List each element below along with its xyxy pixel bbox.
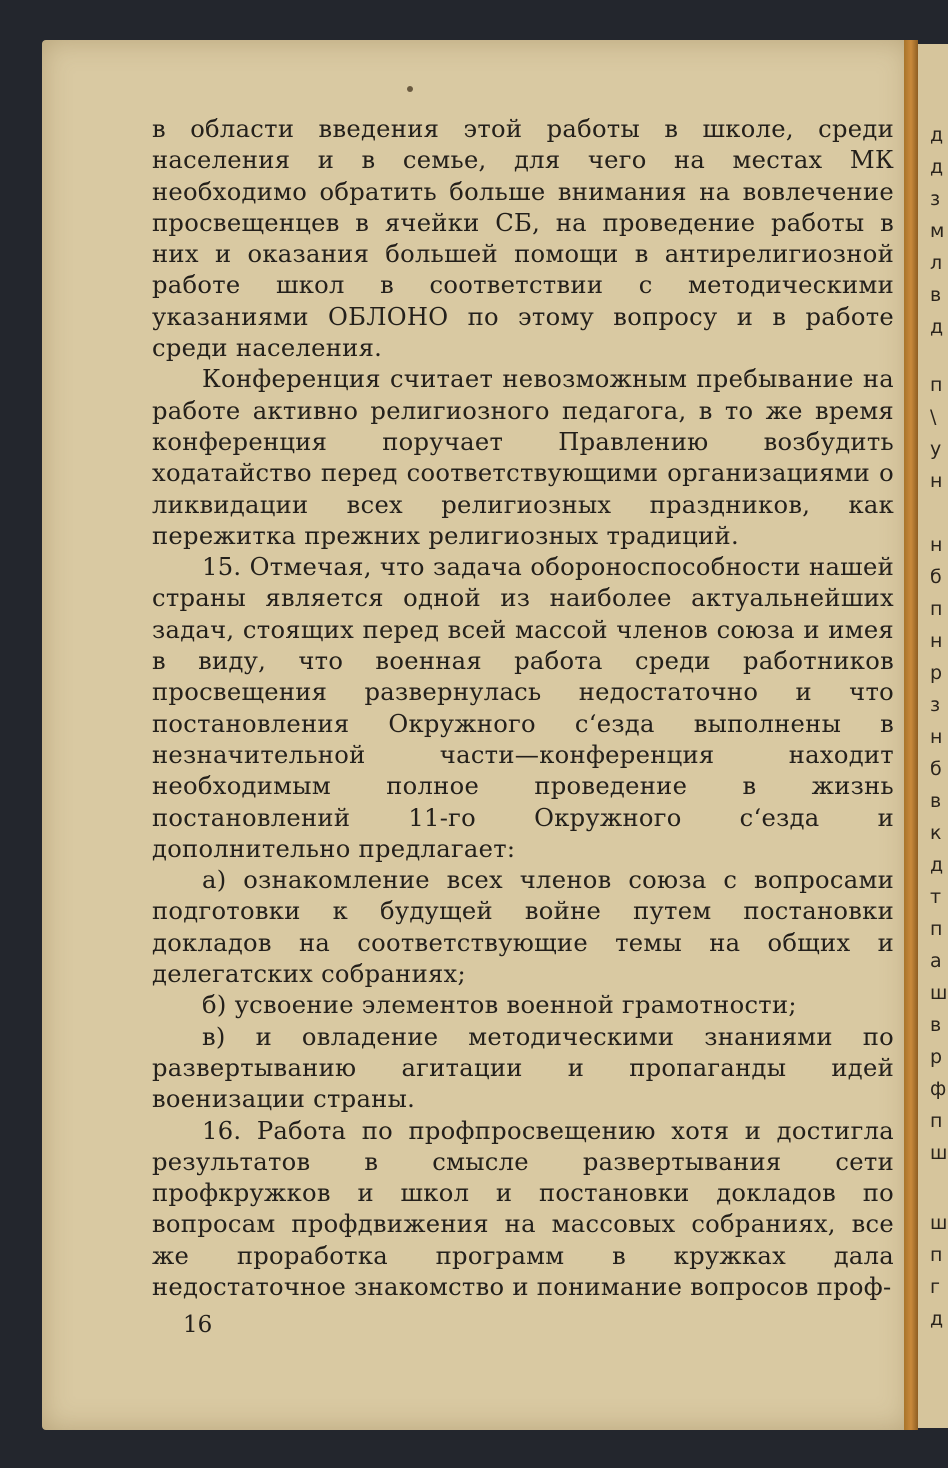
adjacent-page-letter: м xyxy=(930,220,945,242)
paragraph-defense-item-15: 15. Отмечая, что задача обороноспособности нашей страны является одной из наиболее актуальнейших задач, стоящих перед всей массой членов союза и имея в виду, что военная работа среди работников просвещения развернулась недостаточно и что постановления Окружного с‘езда выполнены в незначительной части—конференция находит необходимым полное проведение в жизнь постановлений 11-го Окружного с‘езда и дополнительно предлагает: xyxy=(152,553,894,863)
adjacent-page-letter: г xyxy=(930,1276,940,1298)
paragraph-item-b: б) усвоение элементов военной грамотности; xyxy=(202,991,797,1020)
adjacent-page-letter: д xyxy=(930,1308,944,1330)
adjacent-page-letter: д xyxy=(930,124,944,146)
adjacent-page-letter: н xyxy=(930,630,943,652)
adjacent-page-letter: н xyxy=(930,470,943,492)
paragraph-religious-work: в области введения этой работы в школе, среди населения и в семье, для чего на местах МК необходимо обратить больше внимания на вовлечение просвещенцев в ячейки СБ, на проведение работы в них и оказания большей помощи в антирелигиозной работе школ в соответствии с методическими указаниями ОБЛОНО по этому вопросу и в работе среди населения. xyxy=(152,115,894,363)
adjacent-page-letter: в xyxy=(930,790,942,812)
adjacent-page-letter: ш xyxy=(930,1142,948,1164)
adjacent-page-letter: в xyxy=(930,284,942,306)
print-speck xyxy=(407,86,413,92)
page-body-text xyxy=(152,114,894,1303)
adjacent-page-edge xyxy=(918,44,948,1428)
page-number: 16 xyxy=(183,1312,213,1338)
adjacent-page-letter: у xyxy=(930,438,942,460)
paragraph-item-a: а) ознакомление всех членов союза с вопросами подготовки к будущей войне путем постановки докладов на соответствующие темы на общих и делегатских собраниях; xyxy=(152,866,894,989)
adjacent-page-letter: д xyxy=(930,854,944,876)
adjacent-page-letter: ф xyxy=(930,1078,947,1100)
adjacent-page-letter: д xyxy=(930,156,944,178)
adjacent-page-letter: п xyxy=(930,1110,943,1132)
adjacent-page-letter: \ xyxy=(930,406,937,428)
adjacent-page-letter: а xyxy=(930,950,942,972)
adjacent-page-letter: п xyxy=(930,1244,943,1266)
adjacent-page-letter: т xyxy=(930,886,942,908)
adjacent-page-letter: з xyxy=(930,694,941,716)
adjacent-page-letter: л xyxy=(930,252,943,274)
paragraph-item-16: 16. Работа по профпросвещению хотя и достигла результатов в смысле развертывания сети профкружков и школ и постановки докладов по вопросам профдвижения на массовых собраниях, все же проработка программ в кружках дала недостаточное знакомство и понимание вопросов проф- xyxy=(152,1116,894,1301)
adjacent-page-letter: п xyxy=(930,918,943,940)
paragraph-conference-decision: Конференция считает невозможным пребывание на работе активно религиозного педагога, в то же время конференция поручает Правлению возбудить ходатайство перед соответствующими организациями о ликвидации всех религиозных праздников, как пережитка прежних религиозных традиций. xyxy=(152,365,894,550)
adjacent-page-letter: к xyxy=(930,822,942,844)
adjacent-page-letter: д xyxy=(930,316,944,338)
adjacent-page-letter: з xyxy=(930,188,941,210)
book-spine-gutter xyxy=(904,40,918,1430)
adjacent-page-letter: п xyxy=(930,598,943,620)
adjacent-page-letter: ш xyxy=(930,1212,948,1234)
adjacent-page-letter: н xyxy=(930,534,943,556)
paragraph-item-c: в) и овладение методическими знаниями по развертыванию агитации и пропаганды идей военизации страны. xyxy=(152,1022,894,1114)
adjacent-page-letter: р xyxy=(930,1046,943,1068)
adjacent-page-letter: п xyxy=(930,374,943,396)
adjacent-page-letter: р xyxy=(930,662,943,684)
adjacent-page-letter: ш xyxy=(930,982,948,1004)
adjacent-page-letter: б xyxy=(930,758,942,780)
adjacent-page-letter: н xyxy=(930,726,943,748)
adjacent-page-letter: б xyxy=(930,566,942,588)
adjacent-page-letter: в xyxy=(930,1014,942,1036)
